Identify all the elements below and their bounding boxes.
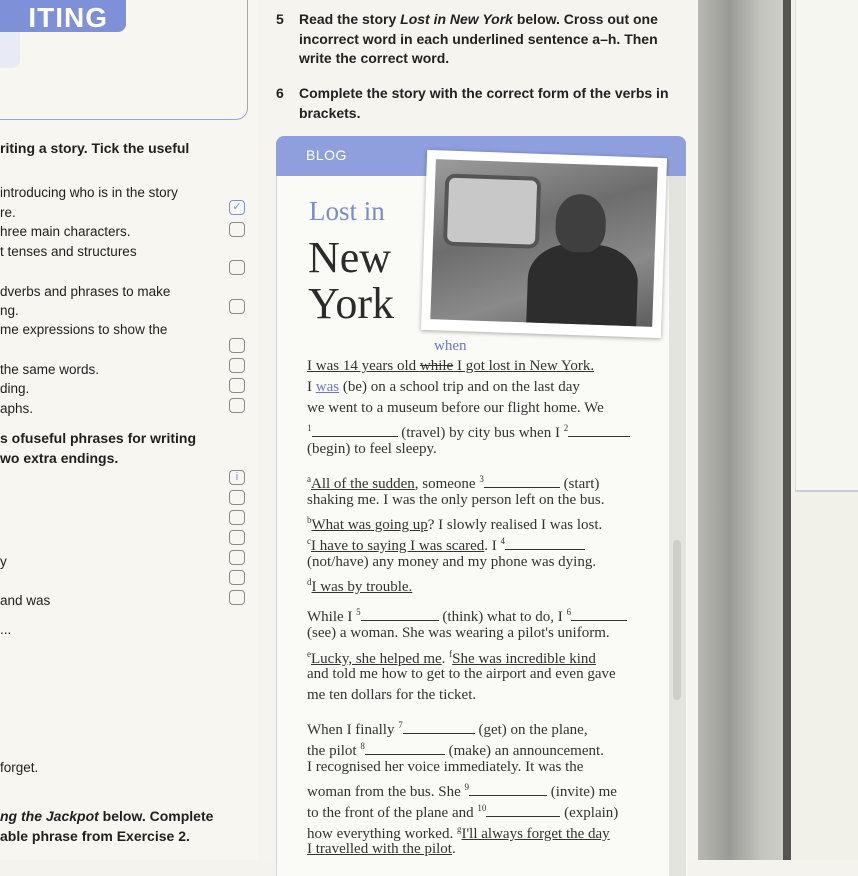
story-line: me ten dollars for the ticket.	[307, 687, 477, 703]
checklist-item: t tenses and structures	[0, 244, 137, 259]
checklist-item: dverbs and phrases to make	[0, 284, 171, 299]
answer-box[interactable]	[229, 550, 245, 565]
checklist-item: ding.	[0, 381, 30, 396]
story-line: we went to a museum before our flight home. We	[307, 400, 604, 416]
phrase-ending: ...	[0, 622, 12, 637]
answer-box[interactable]	[229, 590, 245, 605]
checklist-item: introducing who is in the story	[0, 185, 178, 200]
checkbox[interactable]	[229, 338, 245, 353]
banner-text: ITING	[28, 2, 108, 33]
story-title-line2: New	[308, 233, 392, 282]
exercise-number: 6	[276, 85, 284, 101]
answer-box[interactable]: i	[229, 470, 245, 485]
checklist-item: re.	[0, 205, 16, 220]
page-gutter-shadow	[698, 0, 788, 860]
story-line: to the front of the plane and $^{10}$ (explain)	[307, 803, 619, 821]
section-banner	[0, 0, 126, 32]
right-page-card	[795, 0, 858, 492]
phrase-ending: and was	[0, 593, 51, 608]
story-title-line1: Lost in	[309, 196, 385, 226]
exercise3-heading-line1: ng the Jackpot below. Complete	[0, 808, 214, 824]
story-line: $^1$ (travel) by city bus when I $^2$	[307, 418, 630, 444]
page-edge	[783, 0, 791, 860]
story-line: $^c$I have to saying I was scared. I $^4$	[307, 531, 585, 557]
story-line: (see) a woman. She was wearing a pilot's uniform.	[307, 625, 610, 641]
phrase-ending: forget.	[0, 760, 39, 775]
answer-blank[interactable]	[365, 742, 445, 755]
story-line: While I $^5$ (think) what to do, I $^6$	[307, 602, 627, 628]
answer-box[interactable]	[229, 570, 245, 585]
story-line: how everything worked. $^g$I'll always forget the day	[307, 824, 610, 842]
exercise3-heading-line2: able phrase from Exercise 2.	[0, 828, 190, 844]
exercise-number: 5	[276, 11, 284, 27]
story-line: the pilot $^8$ (make) an announcement.	[307, 741, 604, 759]
handwritten-answer: was	[315, 379, 340, 395]
blog-label: BLOG	[306, 147, 347, 163]
scrollbar-thumb[interactable]	[673, 540, 681, 700]
story-line: When I finally $^7$ (get) on the plane,	[307, 720, 588, 738]
section-tab	[0, 30, 20, 68]
answer-blank[interactable]	[571, 608, 627, 621]
handwritten-correction: when	[434, 338, 467, 354]
photo-image	[430, 159, 657, 327]
checkbox[interactable]	[229, 260, 245, 275]
answer-blank[interactable]	[361, 608, 439, 621]
checklist-item: ng.	[0, 303, 19, 318]
checkbox-checked[interactable]: ✓	[229, 200, 245, 215]
story-photo	[421, 150, 667, 338]
story-line: I travelled with the pilot.	[307, 841, 456, 857]
exercise2-heading-line1: s ofuseful phrases for writing	[0, 430, 197, 446]
exercise-instructions: Complete the story with the correct form of the verbs in brackets.	[299, 85, 669, 121]
exercise-heading: riting a story. Tick the useful	[0, 140, 190, 156]
story-line: shaking me. I was the only person left on the bus.	[307, 492, 605, 508]
story-line: (not/have) any money and my phone was dying.	[307, 554, 597, 570]
checkbox[interactable]	[229, 358, 245, 373]
answer-blank[interactable]	[484, 475, 560, 488]
story-line: $^b$What was going up? I slowly realised I was lost.	[307, 515, 603, 533]
checklist-item: the same words.	[0, 362, 100, 377]
story-line: I was 14 years old while I got lost in New York.	[307, 358, 595, 374]
answer-blank[interactable]	[403, 721, 475, 734]
phrase-ending: y	[0, 554, 7, 569]
exercise2-heading-line2: wo extra endings.	[0, 450, 119, 466]
story-line: $^a$All of the sudden, someone $^3$ (start)	[307, 474, 600, 492]
checkbox[interactable]	[229, 299, 245, 314]
answer-blank[interactable]	[469, 783, 547, 796]
story-line: $^d$I was by trouble.	[307, 577, 413, 595]
checklist-item: hree main characters.	[0, 224, 131, 239]
checkbox[interactable]	[229, 378, 245, 393]
answer-box[interactable]	[229, 490, 245, 505]
answer-blank[interactable]	[312, 424, 398, 437]
story-line: and told me how to get to the airport and even gave	[307, 666, 616, 682]
answer-blank[interactable]	[568, 424, 630, 437]
answer-box[interactable]	[229, 510, 245, 525]
story-line: I was (be) on a school trip and on the last day	[307, 379, 580, 395]
story-title-line3: York	[308, 279, 395, 328]
checkbox[interactable]	[229, 398, 245, 413]
answer-blank[interactable]	[486, 804, 560, 817]
checklist-item: me expressions to show the	[0, 322, 168, 337]
person-silhouette	[526, 242, 639, 326]
checkbox[interactable]	[229, 222, 245, 237]
bus-window	[443, 174, 541, 249]
answer-box[interactable]	[229, 530, 245, 545]
answer-blank[interactable]	[505, 537, 585, 550]
scrollbar-track[interactable]	[669, 176, 686, 876]
story-line: woman from the bus. She $^9$ (invite) me	[307, 782, 617, 800]
checklist-item: aphs.	[0, 401, 34, 416]
story-line: I recognised her voice immediately. It was the	[307, 759, 584, 775]
story-line: (begin) to feel sleepy.	[307, 441, 437, 457]
story-line: $^e$Lucky, she helped me. $^f$She was incredible kind	[307, 649, 596, 667]
exercise-instructions: Read the story Lost in New York below. Cross out one incorrect word in each underlined sentence a–h. Then write the correct word.	[299, 11, 658, 66]
person-head	[555, 193, 607, 253]
